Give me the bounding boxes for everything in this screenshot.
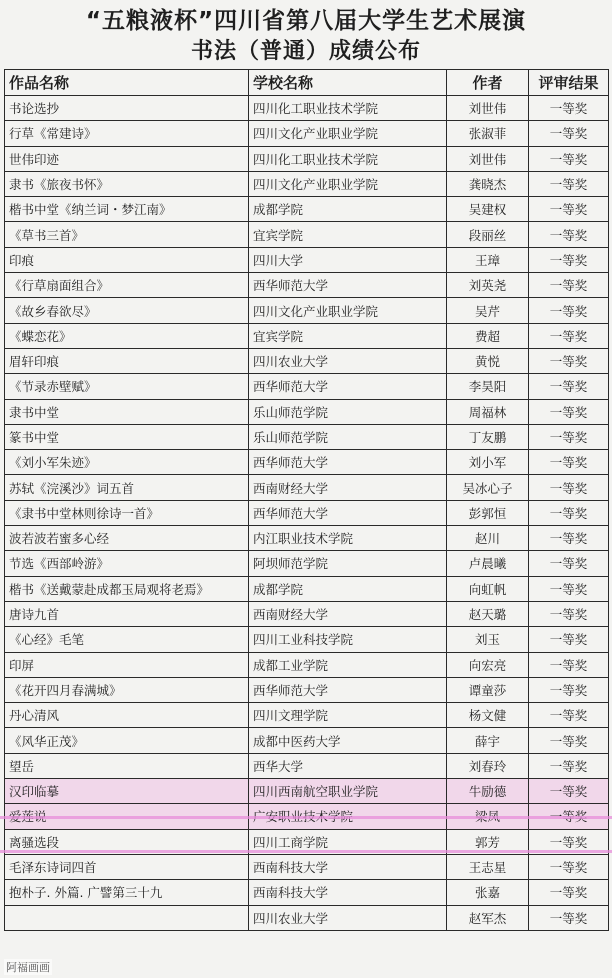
cell-school-name: 成都学院 <box>249 197 447 222</box>
cell-school-name: 四川文化产业职业学院 <box>249 171 447 196</box>
cell-author: 牛励德 <box>447 779 529 804</box>
cell-result: 一等奖 <box>529 348 609 373</box>
cell-work-name: 《草书三首》 <box>5 222 249 247</box>
table-row <box>5 399 609 424</box>
cell-school-name: 西华师范大学 <box>249 677 447 702</box>
page-title: “五粮液杯”四川省第八届大学生艺术展演 <box>85 8 527 34</box>
cell-author: 吴芹 <box>447 298 529 323</box>
cell-result: 一等奖 <box>529 627 609 652</box>
cell-author: 赵军杰 <box>447 905 529 930</box>
table-row <box>5 247 609 272</box>
table-row <box>5 374 609 399</box>
cell-author: 张嘉 <box>447 880 529 905</box>
results-table <box>4 69 609 931</box>
cell-author: 刘小军 <box>447 450 529 475</box>
highlight-stroke-bottom <box>0 850 612 853</box>
cell-result: 一等奖 <box>529 703 609 728</box>
cell-school-name: 成都学院 <box>249 576 447 601</box>
cell-school-name: 阿坝师范学院 <box>249 551 447 576</box>
cell-result: 一等奖 <box>529 677 609 702</box>
table-row <box>5 703 609 728</box>
cell-author: 刘英尧 <box>447 273 529 298</box>
table-row <box>5 450 609 475</box>
cell-result: 一等奖 <box>529 247 609 272</box>
cell-school-name: 西华师范大学 <box>249 374 447 399</box>
cell-author: 吴冰心子 <box>447 475 529 500</box>
cell-author: 刘玉 <box>447 627 529 652</box>
cell-school-name: 四川文理学院 <box>249 703 447 728</box>
table-row <box>5 171 609 196</box>
cell-result: 一等奖 <box>529 298 609 323</box>
cell-school-name: 内江职业技术学院 <box>249 526 447 551</box>
table-row <box>5 298 609 323</box>
table-row <box>5 854 609 879</box>
cell-work-name: 行草《常建诗》 <box>5 121 249 146</box>
cell-work-name: 篆书中堂 <box>5 424 249 449</box>
cell-work-name: 《行草扇面组合》 <box>5 273 249 298</box>
table-row <box>5 146 609 171</box>
cell-author: 丁友鹏 <box>447 424 529 449</box>
cell-author: 郭芳 <box>447 829 529 854</box>
cell-author: 王志星 <box>447 854 529 879</box>
cell-school-name: 四川农业大学 <box>249 905 447 930</box>
cell-result: 一等奖 <box>529 475 609 500</box>
cell-school-name: 西华师范大学 <box>249 500 447 525</box>
cell-result: 一等奖 <box>529 601 609 626</box>
table-row <box>5 424 609 449</box>
cell-author: 段丽丝 <box>447 222 529 247</box>
cell-result: 一等奖 <box>529 779 609 804</box>
watermark-text: 阿福画画 <box>6 961 50 974</box>
cell-school-name: 西南财经大学 <box>249 475 447 500</box>
cell-school-name: 四川农业大学 <box>249 348 447 373</box>
cell-author: 龚晓杰 <box>447 171 529 196</box>
table-row <box>5 601 609 626</box>
cell-work-name: 丹心清风 <box>5 703 249 728</box>
cell-work-name: 楷书《送戴蒙赴成都玉局观将老焉》 <box>5 576 249 601</box>
cell-result: 一等奖 <box>529 829 609 854</box>
cell-work-name: 《隶书中堂林则徐诗一首》 <box>5 500 249 525</box>
cell-school-name: 四川工业科技学院 <box>249 627 447 652</box>
table-row <box>5 576 609 601</box>
cell-result: 一等奖 <box>529 374 609 399</box>
cell-author: 薛宇 <box>447 728 529 753</box>
cell-author: 向宏亮 <box>447 652 529 677</box>
table-row <box>5 905 609 930</box>
cell-work-name: 《风华正茂》 <box>5 728 249 753</box>
table-row <box>5 880 609 905</box>
table-row <box>5 779 609 804</box>
cell-result: 一等奖 <box>529 526 609 551</box>
cell-school-name: 乐山师范学院 <box>249 424 447 449</box>
cell-work-name: 《故乡春欲尽》 <box>5 298 249 323</box>
cell-result: 一等奖 <box>529 399 609 424</box>
cell-result: 一等奖 <box>529 273 609 298</box>
cell-result: 一等奖 <box>529 500 609 525</box>
cell-work-name: 抱朴子. 外篇. 广譬第三十九 <box>5 880 249 905</box>
cell-school-name: 四川文化产业职业学院 <box>249 298 447 323</box>
cell-author: 向虹帆 <box>447 576 529 601</box>
table-row <box>5 222 609 247</box>
cell-author: 王璋 <box>447 247 529 272</box>
cell-work-name: 《节录赤壁赋》 <box>5 374 249 399</box>
table-header-row <box>5 70 609 96</box>
cell-school-name: 宜宾学院 <box>249 323 447 348</box>
cell-result: 一等奖 <box>529 728 609 753</box>
table-row <box>5 526 609 551</box>
cell-author: 张淑菲 <box>447 121 529 146</box>
cell-author: 刘春玲 <box>447 753 529 778</box>
cell-author: 费超 <box>447 323 529 348</box>
cell-author: 杨文健 <box>447 703 529 728</box>
cell-school-name: 四川工商学院 <box>249 829 447 854</box>
cell-work-name: 苏轼《浣溪沙》词五首 <box>5 475 249 500</box>
header-school-name: 学校名称 <box>249 70 447 96</box>
cell-work-name: 楷书中堂《纳兰词・梦江南》 <box>5 197 249 222</box>
table-row <box>5 96 609 121</box>
cell-work-name: 唐诗九首 <box>5 601 249 626</box>
cell-work-name: 离骚选段 <box>5 829 249 854</box>
cell-result: 一等奖 <box>529 652 609 677</box>
cell-school-name: 四川大学 <box>249 247 447 272</box>
cell-result: 一等奖 <box>529 222 609 247</box>
cell-work-name: 节选《西部岭游》 <box>5 551 249 576</box>
table-row <box>5 551 609 576</box>
cell-work-name: 印痕 <box>5 247 249 272</box>
cell-school-name: 西华大学 <box>249 753 447 778</box>
cell-school-name: 四川化工职业技术学院 <box>249 96 447 121</box>
table-row <box>5 677 609 702</box>
cell-result: 一等奖 <box>529 880 609 905</box>
cell-school-name: 四川西南航空职业学院 <box>249 779 447 804</box>
cell-result: 一等奖 <box>529 96 609 121</box>
table-row <box>5 348 609 373</box>
cell-work-name <box>5 905 249 930</box>
cell-school-name: 乐山师范学院 <box>249 399 447 424</box>
cell-work-name: 隶书《旅夜书怀》 <box>5 171 249 196</box>
header-work-name: 作品名称 <box>5 70 249 96</box>
table-row <box>5 197 609 222</box>
cell-result: 一等奖 <box>529 197 609 222</box>
table-row <box>5 728 609 753</box>
cell-work-name: 隶书中堂 <box>5 399 249 424</box>
header-author: 作者 <box>447 70 529 96</box>
highlight-stroke-top <box>0 816 612 819</box>
cell-school-name: 西南科技大学 <box>249 854 447 879</box>
cell-work-name: 《心经》毛笔 <box>5 627 249 652</box>
cell-result: 一等奖 <box>529 171 609 196</box>
cell-result: 一等奖 <box>529 424 609 449</box>
cell-school-name: 西华师范大学 <box>249 450 447 475</box>
cell-result: 一等奖 <box>529 121 609 146</box>
cell-author: 赵川 <box>447 526 529 551</box>
cell-result: 一等奖 <box>529 450 609 475</box>
cell-school-name: 成都中医药大学 <box>249 728 447 753</box>
table-row <box>5 323 609 348</box>
cell-result: 一等奖 <box>529 323 609 348</box>
cell-author: 李昊阳 <box>447 374 529 399</box>
cell-work-name: 印屏 <box>5 652 249 677</box>
cell-author: 黄悦 <box>447 348 529 373</box>
table-row <box>5 500 609 525</box>
cell-school-name: 西南科技大学 <box>249 880 447 905</box>
table-row <box>5 475 609 500</box>
cell-work-name: 《蝶恋花》 <box>5 323 249 348</box>
cell-result: 一等奖 <box>529 146 609 171</box>
cell-result: 一等奖 <box>529 551 609 576</box>
cell-school-name: 西华师范大学 <box>249 273 447 298</box>
cell-work-name: 波若波若蜜多心经 <box>5 526 249 551</box>
cell-work-name: 《花开四月春满城》 <box>5 677 249 702</box>
cell-author: 卢晨曦 <box>447 551 529 576</box>
cell-author: 彭郭恒 <box>447 500 529 525</box>
cell-author: 周福林 <box>447 399 529 424</box>
cell-work-name: 毛泽东诗词四首 <box>5 854 249 879</box>
table-row <box>5 121 609 146</box>
cell-author: 谭童莎 <box>447 677 529 702</box>
cell-work-name: 世伟印迹 <box>5 146 249 171</box>
cell-school-name: 四川化工职业技术学院 <box>249 146 447 171</box>
cell-school-name: 宜宾学院 <box>249 222 447 247</box>
cell-work-name: 望岳 <box>5 753 249 778</box>
cell-result: 一等奖 <box>529 753 609 778</box>
table-row <box>5 627 609 652</box>
table-row <box>5 273 609 298</box>
cell-author: 赵天璐 <box>447 601 529 626</box>
table-row <box>5 652 609 677</box>
cell-school-name: 西南财经大学 <box>249 601 447 626</box>
header-result: 评审结果 <box>529 70 609 96</box>
cell-work-name: 《刘小军朱迹》 <box>5 450 249 475</box>
cell-author: 吴建权 <box>447 197 529 222</box>
cell-result: 一等奖 <box>529 854 609 879</box>
cell-result: 一等奖 <box>529 905 609 930</box>
cell-result: 一等奖 <box>529 576 609 601</box>
cell-author: 刘世伟 <box>447 146 529 171</box>
table-row <box>5 753 609 778</box>
cell-school-name: 四川文化产业职业学院 <box>249 121 447 146</box>
cell-school-name: 成都工业学院 <box>249 652 447 677</box>
cell-work-name: 汉印临摹 <box>5 779 249 804</box>
cell-author: 刘世伟 <box>447 96 529 121</box>
page-subtitle: 书法（普通）成绩公布 <box>190 39 421 64</box>
cell-work-name: 书论选抄 <box>5 96 249 121</box>
cell-work-name: 眉轩印痕 <box>5 348 249 373</box>
